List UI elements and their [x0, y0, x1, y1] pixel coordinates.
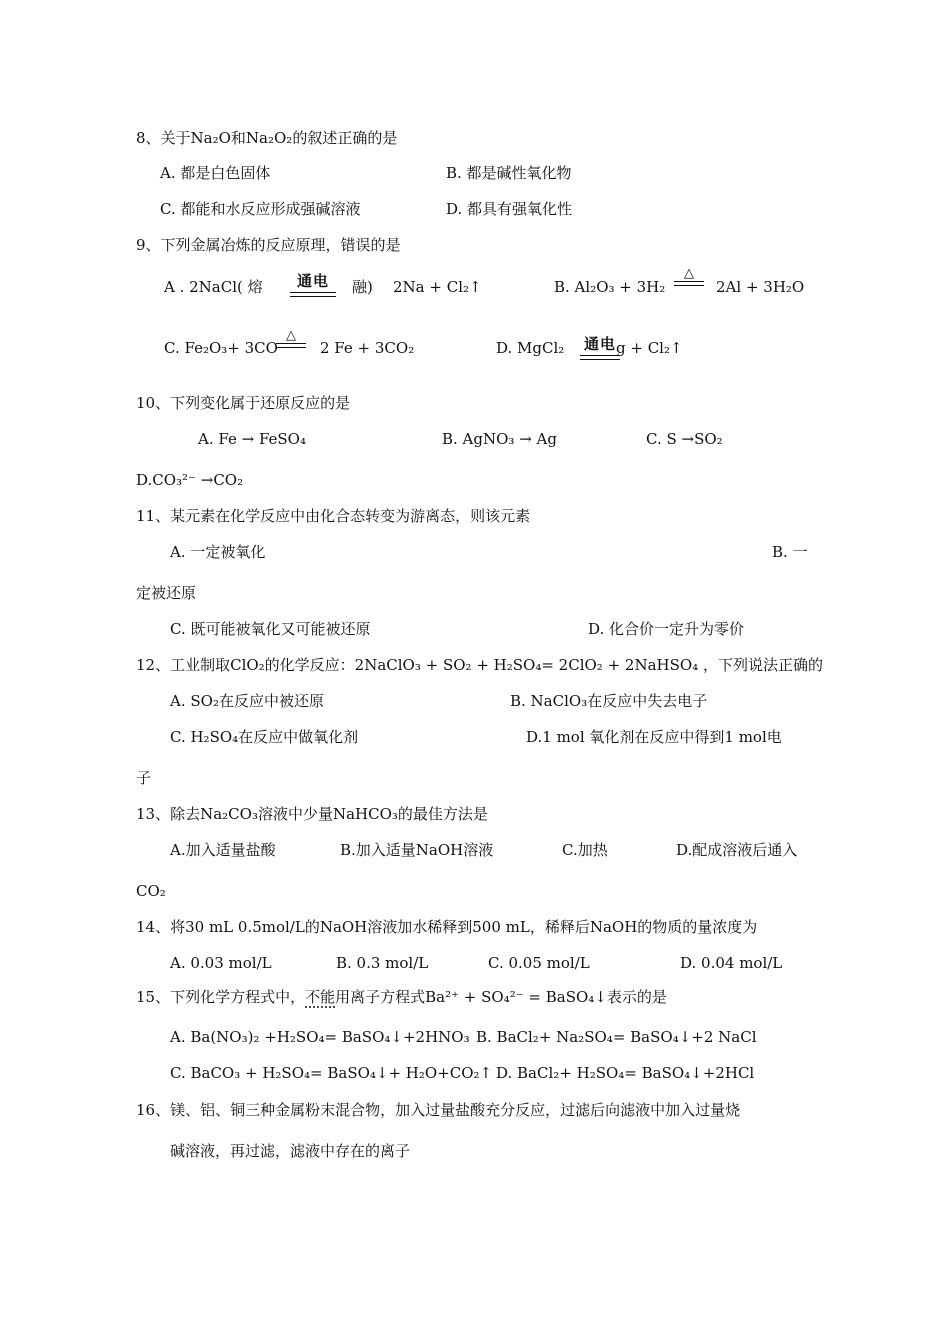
q12-option-b: B. NaClO₃在反应中失去电子	[510, 692, 708, 710]
q9-option-c-left: C. Fe₂O₃+ 3CO	[164, 339, 278, 357]
q9-option-b-left: B. Al₂O₃ + 3H₂	[554, 278, 666, 296]
q10-stem: 10、下列变化属于还原反应的是	[136, 394, 351, 412]
q15-option-d: D. BaCl₂+ H₂SO₄= BaSO₄↓+2HCl	[496, 1064, 755, 1082]
q9-b-heat-condition: △	[674, 266, 704, 286]
q12-stem: 12、工业制取ClO₂的化学反应：2NaClO₃ + SO₂ + H₂SO₄= 2ClO₂ + 2NaHSO₄ ，下列说法正确的	[136, 656, 823, 674]
q8-stem: 8、关于Na₂O和Na₂O₂的叙述正确的是	[136, 129, 398, 147]
q15-stem	[136, 987, 667, 1007]
q8-option-a: A. 都是白色固体	[160, 164, 271, 182]
q9-a-electrolysis-condition: 通电	[290, 270, 336, 297]
q16-stem-line1: 16、镁、铝、铜三种金属粉末混合物，加入过量盐酸充分反应，过滤后向滤液中加入过量烧	[136, 1101, 741, 1119]
q8-option-d: D. 都具有强氧化性	[446, 200, 573, 218]
q13-stem: 13、除去Na₂CO₃溶液中少量NaHCO₃的最佳方法是	[136, 805, 488, 823]
q14-stem: 14、将30 mL 0.5mol/L的NaOH溶液加水稀释到500 mL，稀释后NaOH的物质的量浓度为	[136, 918, 758, 936]
q8-option-b: B. 都是碱性氧化物	[446, 164, 572, 182]
q11-option-d: D. 化合价一定升为零价	[588, 620, 745, 638]
q9-option-c-right: 2 Fe + 3CO₂	[320, 339, 415, 357]
q14-option-a: A. 0.03 mol/L	[170, 954, 272, 972]
q13-option-a: A.加入适量盐酸	[170, 841, 276, 859]
q9-option-d-left: D. MgCl₂	[496, 339, 565, 357]
q15-stem-pre: 15、下列化学方程式中，	[136, 988, 306, 1006]
q9-c-heat-condition: △	[276, 328, 306, 348]
q15-option-a: A. Ba(NO₃)₂ +H₂SO₄= BaSO₄↓+2HNO₃	[170, 1028, 470, 1046]
q12-option-d-part2: 子	[136, 769, 152, 787]
q10-option-c: C. S →SO₂	[646, 430, 723, 448]
q11-option-b-part2: 定被还原	[136, 584, 197, 602]
q13-option-b: B.加入适量NaOH溶液	[340, 841, 494, 859]
q15-stem-post: 用离子方程式Ba²⁺ + SO₄²⁻ = BaSO₄↓表示的是	[335, 988, 667, 1006]
q16-stem-line2: 碱溶液，再过滤，滤液中存在的离子	[170, 1142, 411, 1160]
q13-option-c: C.加热	[562, 841, 608, 859]
q10-option-d: D.CO₃²⁻ →CO₂	[136, 471, 244, 489]
q12-option-d-part1: D.1 mol 氧化剂在反应中得到1 mol电	[526, 728, 782, 746]
q11-option-b-part1: B. 一	[772, 543, 808, 561]
q11-option-c: C. 既可能被氧化又可能被还原	[170, 620, 371, 638]
q12-option-a: A. SO₂在反应中被还原	[170, 692, 324, 710]
q14-option-b: B. 0.3 mol/L	[336, 954, 429, 972]
q9-option-a-left: A . 2NaCl( 熔	[164, 278, 263, 296]
q9-option-a-mid: 融)	[352, 278, 373, 296]
q14-option-c: C. 0.05 mol/L	[488, 954, 590, 972]
q13-option-d-part1: D.配成溶液后通入	[676, 841, 798, 859]
q8-option-c: C. 都能和水反应形成强碱溶液	[160, 200, 361, 218]
q10-option-a: A. Fe → FeSO₄	[198, 430, 306, 448]
q15-option-c: C. BaCO₃ + H₂SO₄= BaSO₄↓+ H₂O+CO₂↑	[170, 1064, 493, 1082]
q13-option-d-part2: CO₂	[136, 882, 166, 900]
q9-option-b-right: 2Al + 3H₂O	[716, 278, 805, 296]
q11-stem: 11、某元素在化学反应中由化合态转变为游离态，则该元素	[136, 507, 531, 525]
q14-option-d: D. 0.04 mol/L	[680, 954, 783, 972]
q9-option-a-right: 2Na + Cl₂↑	[393, 278, 482, 296]
q9-d-electrolysis-condition: 通电	[580, 333, 620, 360]
q11-option-a: A. 一定被氧化	[170, 543, 266, 561]
q10-option-b: B. AgNO₃ → Ag	[442, 430, 557, 448]
q15-option-b: B. BaCl₂+ Na₂SO₄= BaSO₄↓+2 NaCl	[476, 1028, 757, 1046]
q9-option-d-right: g + Cl₂↑	[616, 339, 683, 357]
q12-option-c: C. H₂SO₄在反应中做氧化剂	[170, 728, 359, 746]
q15-stem-emphasis: 不能	[305, 988, 336, 1006]
q9-stem: 9、下列金属冶炼的反应原理，错误的是	[136, 236, 401, 254]
